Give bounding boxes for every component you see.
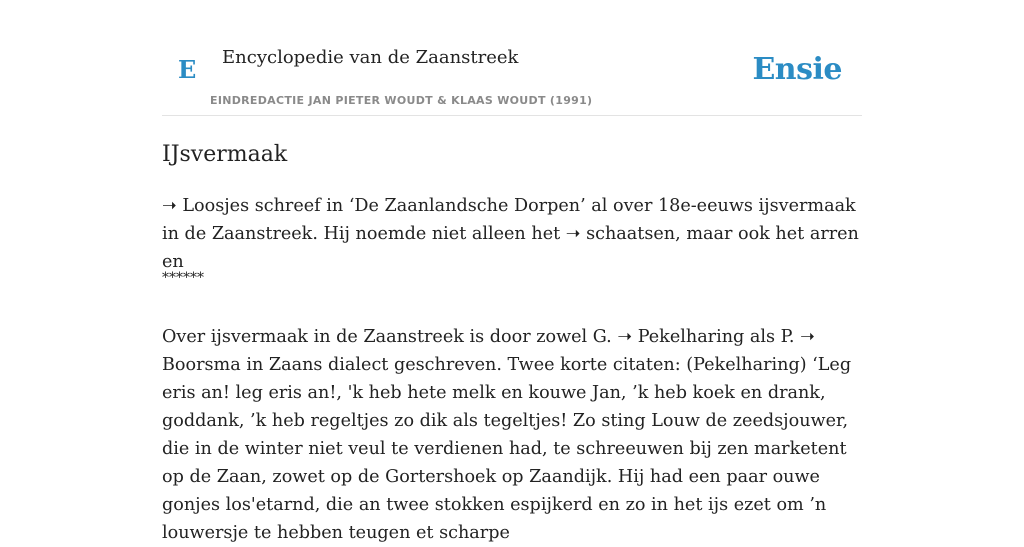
- site-header: [162, 0, 862, 116]
- ensie-small-logo[interactable]: E: [178, 55, 197, 84]
- article-title: IJsvermaak: [162, 142, 288, 167]
- editors-credit: EINDREDACTIE JAN PIETER WOUDT & KLAAS WOUDT (1991): [210, 94, 593, 107]
- article-paragraph-2: Over ijsvermaak in de Zaanstreek is door zowel G. ➝ Pekelharing als P. ➝ Boorsma in Zaans dialect geschreven. Twee korte citaten: (Pekelharing) ‘Leg eris an! leg eris an!, 'k heb hete melk en kouwe Jan, ’k heb koek en drank, goddank, ’k heb regeltjes zo dik als tegeltjes! Zo sting Louw de zeedsjouwer, die in de winter niet veul te verdienen had, te schreeuwen bij zen marketent op de Zaan, zowet op de Gortershoek op Zaandijk. Hij had een paar ouwe gonjes los'etarnd, die an twee stokken espijkerd en zo in het ijs ezet om ’n louwersje te hebben teugen et scharpe: [162, 327, 852, 543]
- page: [162, 0, 862, 543]
- site-title[interactable]: Encyclopedie van de Zaanstreek: [222, 47, 519, 68]
- section-separator: ******: [162, 270, 204, 286]
- ensie-logo[interactable]: Ensie: [752, 52, 842, 87]
- article-paragraph-1: ➝ Loosjes schreef in ‘De Zaanlandsche Dorpen’ al over 18e-eeuws ijsvermaak in de Zaanstreek. Hij noemde niet alleen het ➝ schaatsen, maar ook het arren en: [162, 196, 859, 272]
